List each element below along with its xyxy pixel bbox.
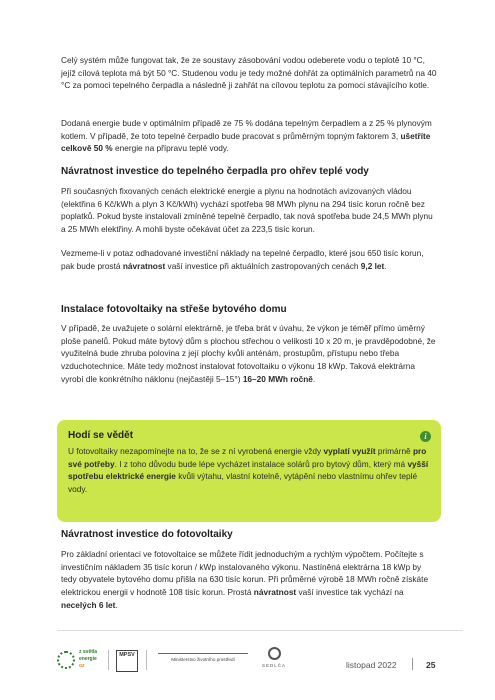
footer-separator <box>412 658 413 670</box>
footer-divider <box>57 630 463 631</box>
energy-logo: z světla energie oz <box>57 649 105 673</box>
callout-text: U fotovoltaiky nezapomínejte na to, že se z ní vyrobená energie vždy vyplatí využít primárně pro své potřeby. I z toho důvodu bude lépe vycházet instalace solárů pro bytový dům, který má vyšší spotřebu elektrické energie kvůli výtahu, vlastní kotelně, vytápění nebo vlastnímu ohřev teplé vody. <box>68 446 429 495</box>
page-footer <box>0 630 495 700</box>
heading-pv-return: Návratnost investice do fotovoltaiky <box>61 529 233 540</box>
info-icon: i <box>420 431 431 442</box>
ring-logo-text: SEDLČA <box>262 663 287 668</box>
sun-logo-icon <box>57 651 75 669</box>
ring-logo-icon <box>268 647 281 660</box>
logo-separator <box>108 650 109 670</box>
ministry-logo: Ministerstvo životního prostředí <box>158 653 248 662</box>
heading-pv-install: Instalace fotovoltaiky na střeše bytového domu <box>61 304 287 315</box>
paragraph-pv-calc: Pro základní orientaci ve fotovoltaice se můžete řídit jednoduchým a rychlým výpočtem. Počítejte s investičním nákladem 35 tisíc korun / kWp instalovaného výkonu. Nastíněná elektrárna 18 kWp by tedy obyvatele bytového domu přišla na 630 tisíc korun. Při průměrné výrobě 18 MWh ročně získáte elektrickou energii v hodnotě 108 tisíc korun. Prostá návratnost vaší investice tak vychází na necelých 6 let. <box>61 549 429 610</box>
paragraph-pv-roof: V případě, že uvažujete o solární elektrárně, je třeba brát v úvahu, že výkon je téměř přímo úměrný ploše panelů. Pokud máte bytový dům s plochou střechou o velikosti 10 x 20 m, je pravděpodobné, že využitelná bude zhruba polovina z její plochy kvůli anténám, prostupům, přístupu nebo třeba vzduchotechnice. Máte tedy možnost instalovat fotovoltaiku o výkonu 18 kWp. Taková elektrárna vyrobí dle konkrétního náklonu (nejčastěji 5–15°) 16–20 MWh ročně. <box>61 323 436 384</box>
paragraph-prices: Při současných fixovaných cenách elektrické energie a plynu na hodnotách avizovaných vládou (elektřina 6 Kč/kWh a plyn 3 Kč/kWh) vychází spotřeba 98 MWh plynu na 294 tisíc korun ročně bez poplatků. Pokud byste instalovali zmíněné tepelné čerpadlo, tak nová spotřeba bude 24,5 MWh plynu a 25 MWh elektřiny. A mohli byste očekávat účet za 223,5 tisíc korun. <box>61 186 433 235</box>
paragraph-investment: Vezmeme-li v potaz odhadované investiční náklady na tepelné čerpadlo, které jsou 650 tisíc korun, pak bude prostá návratnost vaší investice při aktuálních zastropovaných cenách 9,2 let. <box>61 248 424 271</box>
page-number: 25 <box>426 660 436 670</box>
tip-callout <box>57 420 441 522</box>
paragraph-energy-share: Dodaná energie bude v optimálním případě ze 75 % dodána tepelným čerpadlem a z 25 % plynovým kotlem. V případě, že toto tepelné čerpadlo bude pracovat s průměrným topným faktorem 3, ušetříte celkově 50 % energie na přípravu teplé vody. <box>61 118 432 154</box>
heading-heat-pump-return: Návratnost investice do tepelného čerpadla pro ohřev teplé vody <box>61 166 369 177</box>
mpsv-logo: MPSV <box>116 650 138 672</box>
logo-separator <box>146 650 147 670</box>
callout-title: Hodí se vědět <box>68 430 134 441</box>
issue-date: listopad 2022 <box>346 660 397 670</box>
paragraph-intro: Celý systém může fungovat tak, že ze soustavy zásobování vodou odeberete vodu o teplotě 10 °C, jejíž cílová teplota má být 50 °C. Studenou vodu je tedy možné dohřát za optimálních parametrů na 40 °C za pomoci tepelného čerpadla a následně ji zahřát na cílovou teplotu za pomoci stávajícího kotle. <box>61 55 437 91</box>
